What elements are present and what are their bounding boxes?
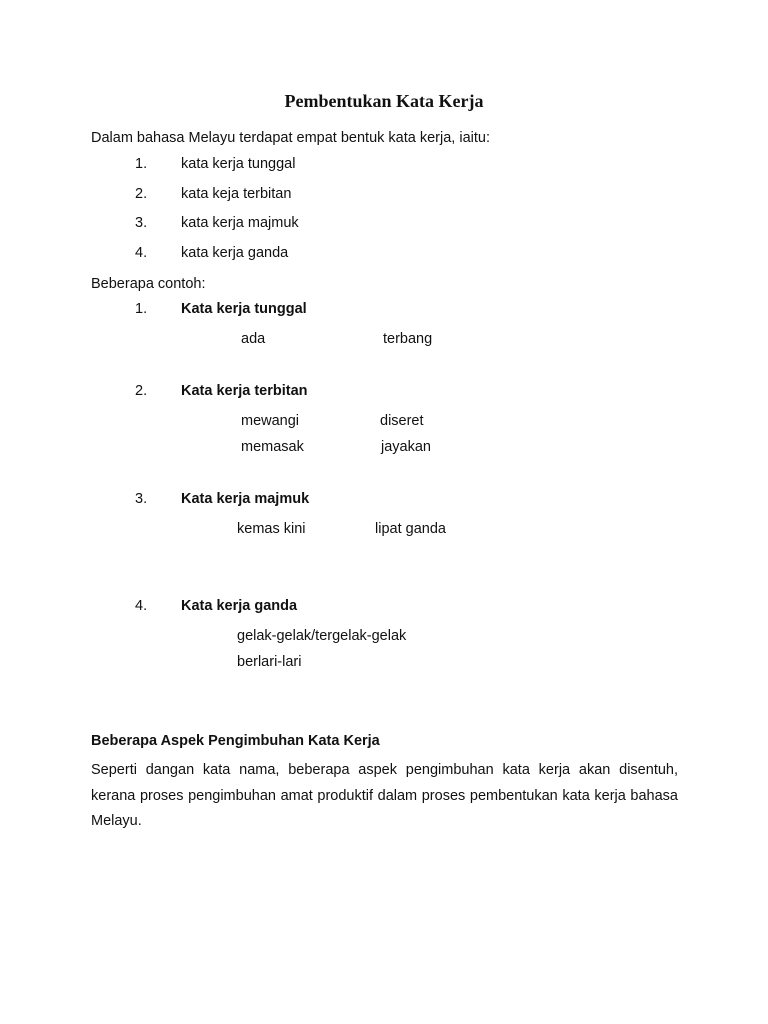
list-item: kata kerja majmuk [181, 215, 299, 231]
example-word: diseret [380, 413, 424, 429]
intro-text: Dalam bahasa Melayu terdapat empat bentuk kata kerja, iaitu: [91, 130, 490, 146]
list-item-number: 3. [135, 215, 148, 231]
example-word: ada [241, 331, 266, 347]
examples-heading: Beberapa contoh: [91, 276, 206, 292]
page-title: Pembentukan Kata Kerja [284, 91, 484, 111]
list-item: kata keja terbitan [181, 186, 292, 202]
example-number: 4. [135, 598, 148, 614]
example-heading: Kata kerja terbitan [181, 383, 308, 399]
list-item: kata kerja ganda [181, 245, 289, 261]
list-item-number: 1. [135, 156, 148, 172]
list-item-number: 2. [135, 186, 148, 202]
list-item-number: 4. [135, 245, 148, 261]
example-heading: Kata kerja ganda [181, 598, 298, 614]
example-number: 3. [135, 491, 148, 507]
example-heading: Kata kerja majmuk [181, 491, 310, 507]
example-number: 2. [135, 383, 148, 399]
example-word: terbang [383, 331, 433, 347]
example-word: memasak [241, 439, 304, 455]
example-word: berlari-lari [237, 654, 302, 670]
list-item: kata kerja tunggal [181, 156, 296, 172]
example-word: jayakan [381, 439, 431, 455]
example-word: gelak-gelak/tergelak-gelak [237, 628, 407, 644]
example-heading: Kata kerja tunggal [181, 301, 307, 317]
aspect-heading: Beberapa Aspek Pengimbuhan Kata Kerja [91, 733, 380, 749]
example-word: lipat ganda [375, 521, 446, 537]
example-number: 1. [135, 301, 148, 317]
aspect-paragraph: Seperti dangan kata nama, beberapa aspek pengimbuhan kata kerja akan disentuh, kerana proses pengimbuhan amat produktif dalam proses pembentukan kata kerja bahasa Melayu. [91, 762, 678, 829]
example-word: kemas kini [237, 521, 306, 537]
example-word: mewangi [241, 413, 300, 429]
